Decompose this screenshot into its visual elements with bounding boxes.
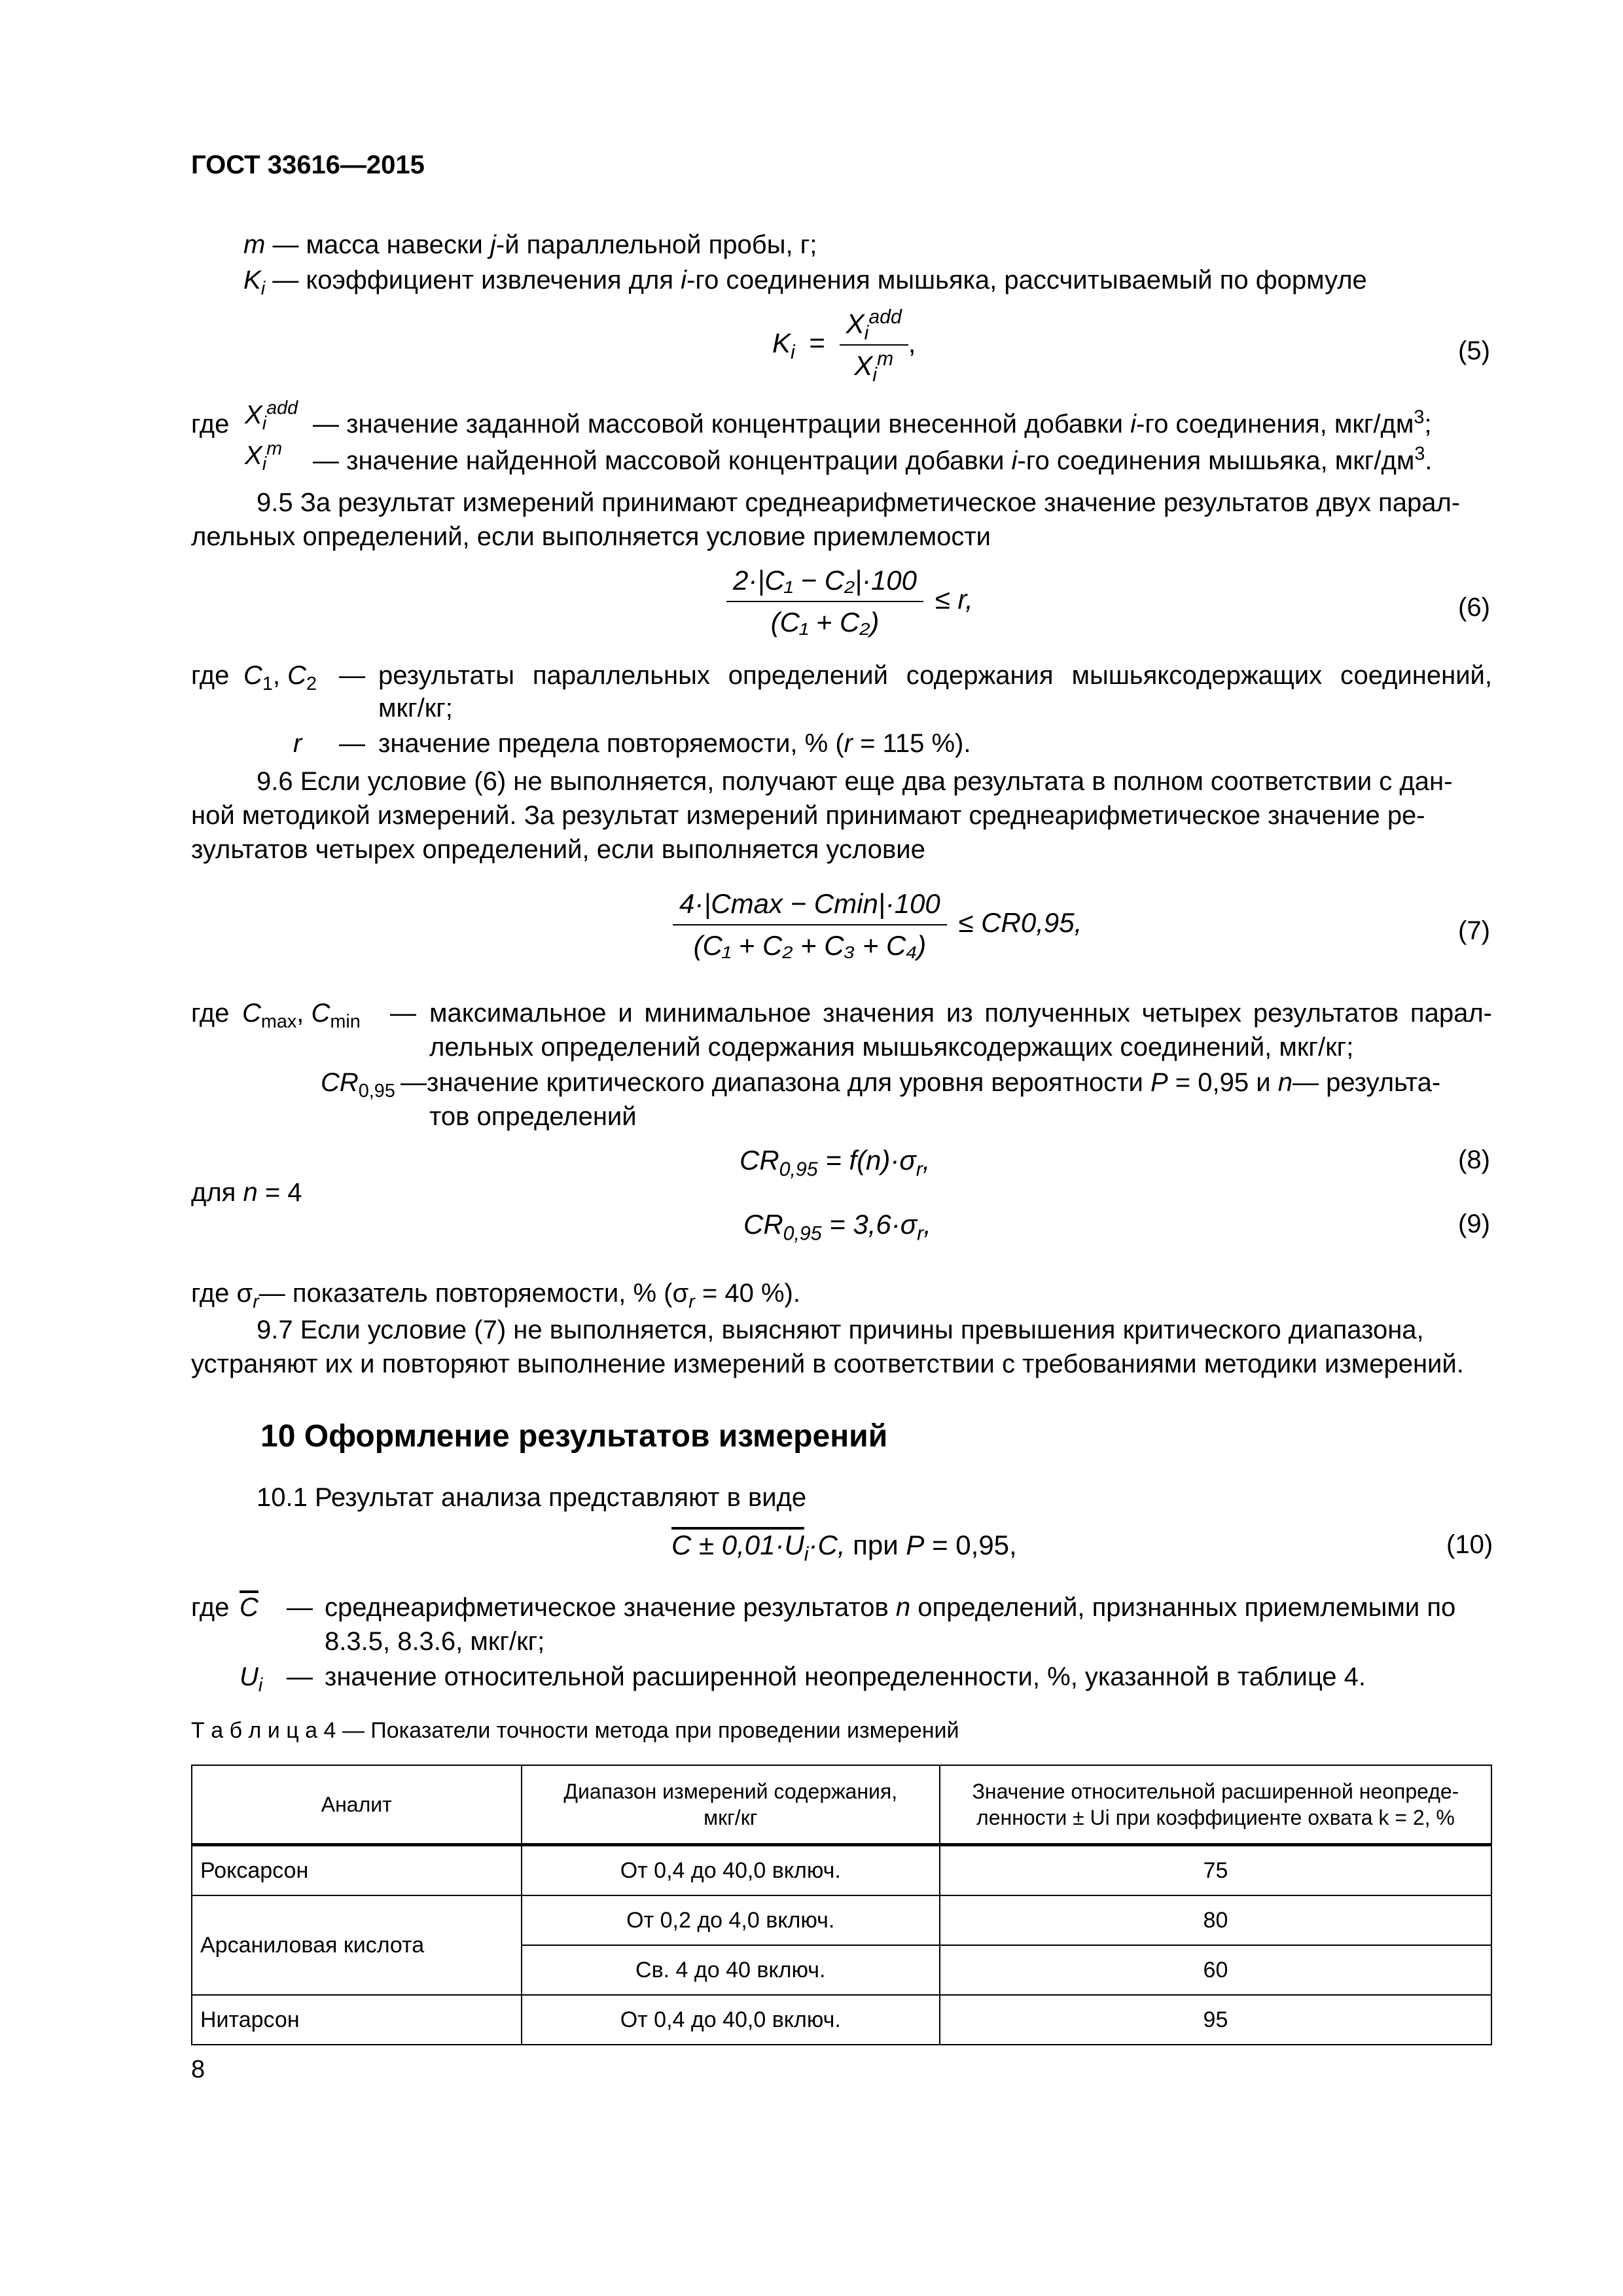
t: — значение заданной массовой концентрации внесенной добавки xyxy=(313,410,1131,439)
cell-analyte: Нитарсон xyxy=(192,1995,522,2045)
eq-numerator: 2·|C₁ − C₂|·100 xyxy=(726,564,923,602)
cell-analyte: Роксарсон xyxy=(192,1845,522,1896)
eq-denominator: (C₁ + C₂) xyxy=(770,607,880,638)
dash: — xyxy=(339,729,365,758)
eq-text: при xyxy=(845,1530,906,1560)
table-header-range: Диапазон измерений содержания, мкг/кг xyxy=(522,1765,940,1845)
cell-value: 80 xyxy=(940,1895,1491,1945)
symbol-k: K xyxy=(243,266,261,295)
sep: , xyxy=(272,661,288,690)
sub: r xyxy=(688,1291,695,1312)
t: — показатель повторяемости, % (σ xyxy=(259,1279,689,1308)
equation-7 xyxy=(673,888,1082,963)
t: i xyxy=(1011,446,1018,475)
sym: C xyxy=(311,999,330,1028)
equation-5 xyxy=(772,306,916,386)
t: ; xyxy=(1424,410,1432,439)
cell-value: 60 xyxy=(940,1945,1491,1995)
cell-range: От 0,2 до 4,0 включ. xyxy=(522,1895,940,1945)
t: — значение найденной массовой концентрации добавки xyxy=(313,446,1012,475)
eq-var: P xyxy=(906,1530,925,1560)
sym: CR xyxy=(321,1068,359,1097)
t: среднеарифметическое значение результатов xyxy=(325,1593,896,1622)
table-header-analyte: Аналит xyxy=(192,1765,522,1845)
sup: add xyxy=(266,397,298,419)
eq-denominator xyxy=(847,346,900,386)
eq-equals: = xyxy=(809,327,825,359)
eq-denominator: (C₁ + C₂ + C₃ + C₄) xyxy=(693,930,927,961)
symbol-u xyxy=(240,1661,263,1696)
document-header: ГОСТ 33616—2015 xyxy=(191,151,425,179)
def-index: i xyxy=(681,266,687,295)
paragraph-9-5-line2: лельных определений, если выполняется условие приемлемости xyxy=(191,522,991,551)
def-text: — масса навески xyxy=(265,230,490,259)
eq-sup: add xyxy=(868,306,902,328)
where7-text-2 xyxy=(401,1067,1440,1098)
cell-value: 95 xyxy=(940,1995,1491,2045)
eq-tail: ≤ r, xyxy=(935,584,973,615)
where7-text-2b: тов определений xyxy=(429,1102,637,1131)
t: = 40 %). xyxy=(694,1279,800,1308)
table-row xyxy=(192,1895,1491,1945)
where5-text-2 xyxy=(313,445,1432,476)
page-number: 8 xyxy=(191,2056,205,2083)
definition-k xyxy=(243,264,1367,299)
t: n xyxy=(1277,1068,1293,1097)
table-4 xyxy=(191,1765,1492,2045)
eq-numerator xyxy=(840,308,908,346)
where7-text-1: максимальное и минимальное значения из полученных четырех результатов парал- xyxy=(429,999,1492,1028)
t: . xyxy=(1425,446,1433,475)
sub: i xyxy=(262,454,267,475)
sub: i xyxy=(258,1675,263,1696)
where-label: где xyxy=(191,410,230,439)
def-text: -го соединения мышьяка, рассчитываемый по формуле xyxy=(687,266,1367,295)
equation-number-8: (8) xyxy=(1458,1145,1490,1174)
def-text: -й параллельной пробы, г; xyxy=(495,230,817,259)
where9-text xyxy=(191,1278,800,1312)
table-header-uncertainty: Значение относительной расширенной неопреде- ленности ± Ui при коэффициенте охвата k = 2, % xyxy=(940,1765,1491,1845)
where5-symbol-1 xyxy=(245,397,298,434)
eq-lhs: CR xyxy=(743,1209,783,1240)
t: для xyxy=(191,1178,243,1207)
sub: min xyxy=(330,1011,361,1032)
sub: 2 xyxy=(306,673,317,694)
paragraph-9-6-line2: ной методикой измерений. За результат измерений принимают среднеарифметическое значение ре- xyxy=(191,801,1425,830)
eq-sup: m xyxy=(876,348,894,370)
where7-symbol-cr xyxy=(321,1067,395,1102)
where6-text-2 xyxy=(378,728,971,759)
t: -го соединения, мкг/дм xyxy=(1136,410,1414,439)
eq-var: X xyxy=(854,350,873,382)
eq-sub: 0,95 xyxy=(783,1223,822,1245)
eq-expr: ·C, xyxy=(808,1530,846,1560)
sym: U xyxy=(240,1662,259,1691)
definition-m xyxy=(243,229,817,260)
t: — результа- xyxy=(1292,1068,1441,1097)
sep: , xyxy=(296,999,312,1028)
eq-sub: i xyxy=(791,341,795,363)
paragraph-9-7-line2: устраняют их и повторяют выполнение измерений в соответствии с требованиями методики измерений. xyxy=(191,1350,1464,1378)
t: определений, признанных приемлемыми по xyxy=(910,1593,1456,1622)
paragraph-9-6-line1: 9.6 Если условие (6) не выполняется, получают еще два результата в полном соответствии с дан- xyxy=(257,767,1453,796)
sym: C xyxy=(243,661,262,690)
eq-numerator: 4·|Cmax − Cmin|·100 xyxy=(673,888,947,925)
sup: m xyxy=(266,438,283,459)
eq-fraction xyxy=(726,564,923,639)
eq-lhs: K xyxy=(772,327,791,359)
equation-number-6: (6) xyxy=(1458,593,1490,622)
t: n xyxy=(243,1178,258,1207)
def-text: — коэффициент извлечения для xyxy=(265,266,681,295)
eq-tail: , xyxy=(922,1145,931,1175)
cell-range: От 0,4 до 40,0 включ. xyxy=(522,1845,940,1896)
equation-9 xyxy=(743,1208,931,1245)
paragraph-10-1: 10.1 Результат анализа представляют в виде xyxy=(257,1483,807,1512)
sub: max xyxy=(260,1011,297,1032)
def-index: j xyxy=(490,230,496,259)
table-row xyxy=(192,1995,1491,2045)
where-label: где xyxy=(191,999,230,1028)
cell-range: От 0,4 до 40,0 включ. xyxy=(522,1995,940,2045)
t: i xyxy=(1130,410,1137,439)
symbol-sub: i xyxy=(260,278,266,299)
eq-fraction xyxy=(673,888,947,963)
eq-fraction xyxy=(840,306,908,386)
table-4-caption xyxy=(191,1717,959,1744)
caption-text: — Показатели точности метода при проведении измерений xyxy=(336,1718,959,1743)
paragraph-9-6-line3: зультатов четырех определений, если выполняется условие xyxy=(191,835,925,864)
eq-rhs: = 3,6·σ xyxy=(829,1209,918,1240)
t: значение предела повторяемости, % ( xyxy=(378,729,844,758)
where10-text-1 xyxy=(325,1592,1455,1623)
eq-lhs: CR xyxy=(740,1145,779,1175)
t: где σ xyxy=(191,1279,253,1308)
eq-tail: , xyxy=(908,327,916,359)
symbol-r: r xyxy=(293,729,302,758)
sub: 1 xyxy=(262,673,273,694)
eq-rhs: = f(n)·σ xyxy=(825,1145,916,1175)
eq-tail: ≤ CR0,95, xyxy=(958,907,1082,939)
equation-8 xyxy=(740,1144,931,1181)
t: n xyxy=(895,1593,911,1622)
sym: C xyxy=(287,661,307,690)
eq-text: = 0,95, xyxy=(924,1530,1017,1560)
symbol-m: m xyxy=(243,230,266,259)
where10-text-1b: 8.3.5, 8.3.6, мкг/кг; xyxy=(325,1627,545,1656)
eq-expr: C ± 0,01·U xyxy=(671,1530,804,1560)
eq-sub: i xyxy=(864,322,869,344)
table-row xyxy=(192,1845,1491,1896)
sub: i xyxy=(262,413,267,434)
sym: C xyxy=(242,999,261,1028)
symbol-c-bar: $\overline{C}$ xyxy=(240,1593,259,1622)
where5-symbol-2 xyxy=(245,438,283,475)
eq-sub: i xyxy=(804,1543,809,1566)
equation-number-7: (7) xyxy=(1458,916,1490,945)
eq-sub: r xyxy=(916,1158,923,1181)
where6-text-1: результаты параллельных определений содержания мышьяксодержащих соединений, xyxy=(378,661,1492,690)
eq-sub: i xyxy=(872,364,877,386)
equation-number-5: (5) xyxy=(1458,336,1490,365)
where6-symbols xyxy=(243,660,317,694)
for-n-label xyxy=(191,1177,302,1208)
eq-sub: r xyxy=(917,1223,924,1245)
where7-symbols xyxy=(242,997,361,1032)
eq-var: X xyxy=(846,308,865,339)
section-10-title: 10 Оформление результатов измерений xyxy=(260,1419,888,1454)
cell-value: 75 xyxy=(940,1845,1491,1896)
sup: 3 xyxy=(1414,406,1425,428)
cell-analyte: Арсаниловая кислота xyxy=(192,1895,522,1995)
t: = 115 %). xyxy=(852,729,971,758)
equation-number-9: (9) xyxy=(1458,1210,1490,1238)
paragraph-9-7-line1: 9.7 Если условие (7) не выполняется, выясняют причины превышения критического диапазона, xyxy=(257,1316,1424,1344)
equation-6 xyxy=(726,564,973,639)
dash: — xyxy=(390,999,416,1028)
sym: X xyxy=(245,441,262,470)
sup: 3 xyxy=(1414,443,1425,465)
where6-text-1b: мкг/кг; xyxy=(378,694,453,723)
t: r xyxy=(844,729,853,758)
where5-text-1 xyxy=(313,408,1432,440)
dash: — xyxy=(339,661,365,690)
sub: 0,95 xyxy=(358,1081,395,1102)
where-label: где xyxy=(191,1593,230,1622)
where-label: где xyxy=(191,661,230,690)
t: = 0,95 и xyxy=(1168,1068,1278,1097)
sym: X xyxy=(245,401,262,429)
dash: — xyxy=(287,1593,313,1622)
equation-10 xyxy=(671,1529,1017,1566)
t: P xyxy=(1150,1068,1168,1097)
sub: r xyxy=(253,1291,259,1312)
dash: — xyxy=(287,1662,313,1691)
eq-sub: 0,95 xyxy=(779,1158,818,1181)
where7-text-1b: лельных определений содержания мышьяксодержащих соединений, мкг/кг; xyxy=(429,1033,1354,1062)
t: —значение критического диапазона для уровня вероятности xyxy=(401,1068,1150,1097)
t: -го соединения мышьяка, мкг/дм xyxy=(1017,446,1415,475)
t: = 4 xyxy=(257,1178,302,1207)
cell-range: Св. 4 до 40 включ. xyxy=(522,1945,940,1995)
paragraph-9-5-line1: 9.5 За результат измерений принимают среднеарифметическое значение результатов двух парал- xyxy=(257,488,1461,517)
caption-label: Т а б л и ц а 4 xyxy=(191,1718,336,1743)
eq-tail: , xyxy=(923,1209,931,1240)
equation-number-10: (10) xyxy=(1446,1530,1493,1559)
where10-text-2: значение относительной расширенной неопределенности, %, указанной в таблице 4. xyxy=(325,1662,1366,1691)
